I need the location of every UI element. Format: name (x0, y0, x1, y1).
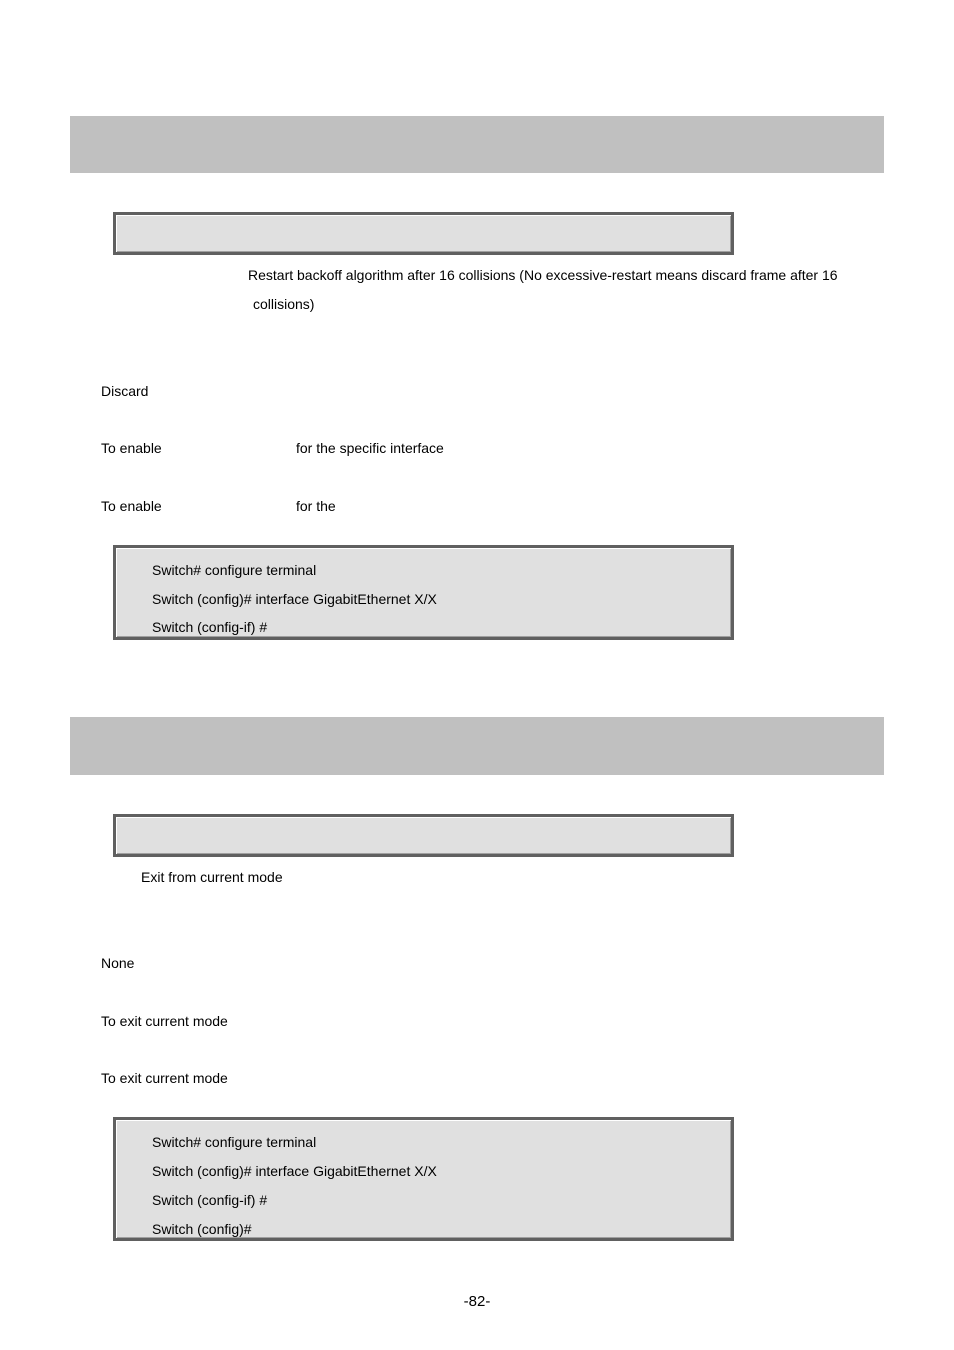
code-line: Switch# configure terminal (152, 1134, 317, 1150)
usage-suffix: for the specific interface (296, 440, 444, 456)
parameter-description-cont: collisions) (253, 296, 315, 312)
example-suffix: for the (296, 498, 336, 514)
code-line: Switch# configure terminal (152, 562, 317, 578)
usage-text: To exit current mode (101, 1013, 228, 1029)
code-example-1 (113, 545, 734, 640)
page-number: -82- (463, 1293, 491, 1310)
usage-prefix: To enable (101, 440, 162, 456)
code-line: Switch (config)# interface GigabitEthernet X/X (152, 1163, 437, 1179)
parameter-description: Exit from current mode (141, 869, 283, 885)
section-header-bar-2 (70, 717, 884, 775)
code-example-2 (113, 1117, 734, 1241)
code-line: Switch (config-if) # (152, 1192, 268, 1208)
default-value: None (101, 955, 135, 971)
example-text: To exit current mode (101, 1070, 228, 1086)
syntax-box-1 (113, 212, 734, 255)
syntax-box-2 (113, 814, 734, 857)
code-line: Switch (config-if) # (152, 619, 268, 635)
parameter-description: Restart backoff algorithm after 16 collisions (No excessive-restart means discard frame after 16 (248, 267, 838, 283)
example-prefix: To enable (101, 498, 162, 514)
code-line: Switch (config)# (152, 1221, 252, 1237)
default-value: Discard (101, 383, 149, 399)
section-header-bar-1 (70, 116, 884, 173)
code-line: Switch (config)# interface GigabitEthernet X/X (152, 591, 437, 607)
